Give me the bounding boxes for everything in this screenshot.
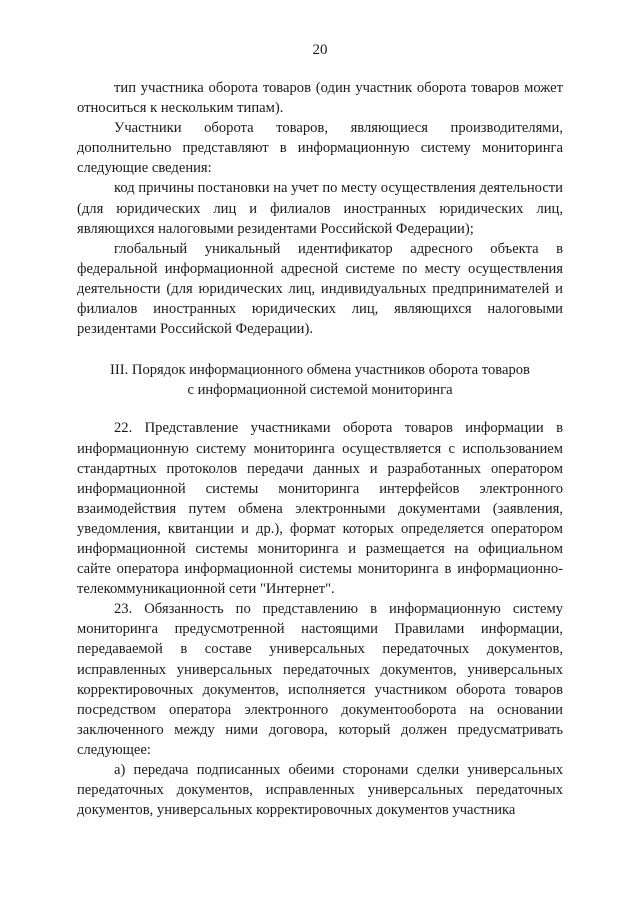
paragraph: глобальный уникальный идентификатор адресного объекта в федеральной информационной адресной системе по месту осуществления деятельности (для юридических лиц, индивидуальных предпринимателей и филиалов иностранных юридических лиц, являющихся налоговыми резидентами Российской Федерации). bbox=[77, 240, 563, 338]
paragraph: 22. Представление участниками оборота товаров информации в информационную систему мониторинга осуществляется с использованием стандартных протоколов передачи данных и разработанных оператором информационной системы мониторинга интерфейсов электронного взаимодействия путем обмена электронными документами (заявления, уведомления, квитанции и др.), формат которых определяется оператором информационной системы мониторинга и размещается на официальном сайте оператора информационной системы мониторинга в информационно-телекоммуникационной сети "Интернет". bbox=[77, 420, 563, 598]
paragraph: Участники оборота товаров, являющиеся производителями, дополнительно представляют в информационную систему мониторинга следующие сведения: bbox=[77, 120, 563, 177]
paragraphs-before-heading bbox=[77, 78, 563, 339]
paragraph: код причины постановки на учет по месту осуществления деятельности (для юридических лиц и филиалов иностранных юридических лиц, являющихся налоговыми резидентами Российской Федерации); bbox=[77, 180, 563, 237]
paragraph: 23. Обязанность по представлению в информационную систему мониторинга предусмотренной настоящими Правилами информации, передаваемой в составе универсальных передаточных документов, исправленных универсальных передаточных документов, универсальных корректировочных документов, исполняется участником оборота товаров посредством оператора электронного документооборота на основании заключенного между ними договора, который должен предусматривать следующее: bbox=[77, 601, 563, 758]
paragraphs-after-heading bbox=[77, 418, 563, 820]
page-number: 20 bbox=[312, 42, 328, 58]
document-body bbox=[77, 78, 563, 820]
section-heading bbox=[77, 360, 563, 400]
section-heading-line-2: с информационной системой мониторинга bbox=[187, 382, 453, 399]
paragraph: а) передача подписанных обеими сторонами сделки универсальных передаточных документов, исправленных универсальных передаточных документов, универсальных корректировочных документов участника bbox=[77, 762, 563, 819]
paragraph: тип участника оборота товаров (один участник оборота товаров может относиться к нескольким типам). bbox=[77, 80, 563, 117]
section-heading-line-1: III. Порядок информационного обмена участников оборота товаров bbox=[110, 362, 530, 379]
